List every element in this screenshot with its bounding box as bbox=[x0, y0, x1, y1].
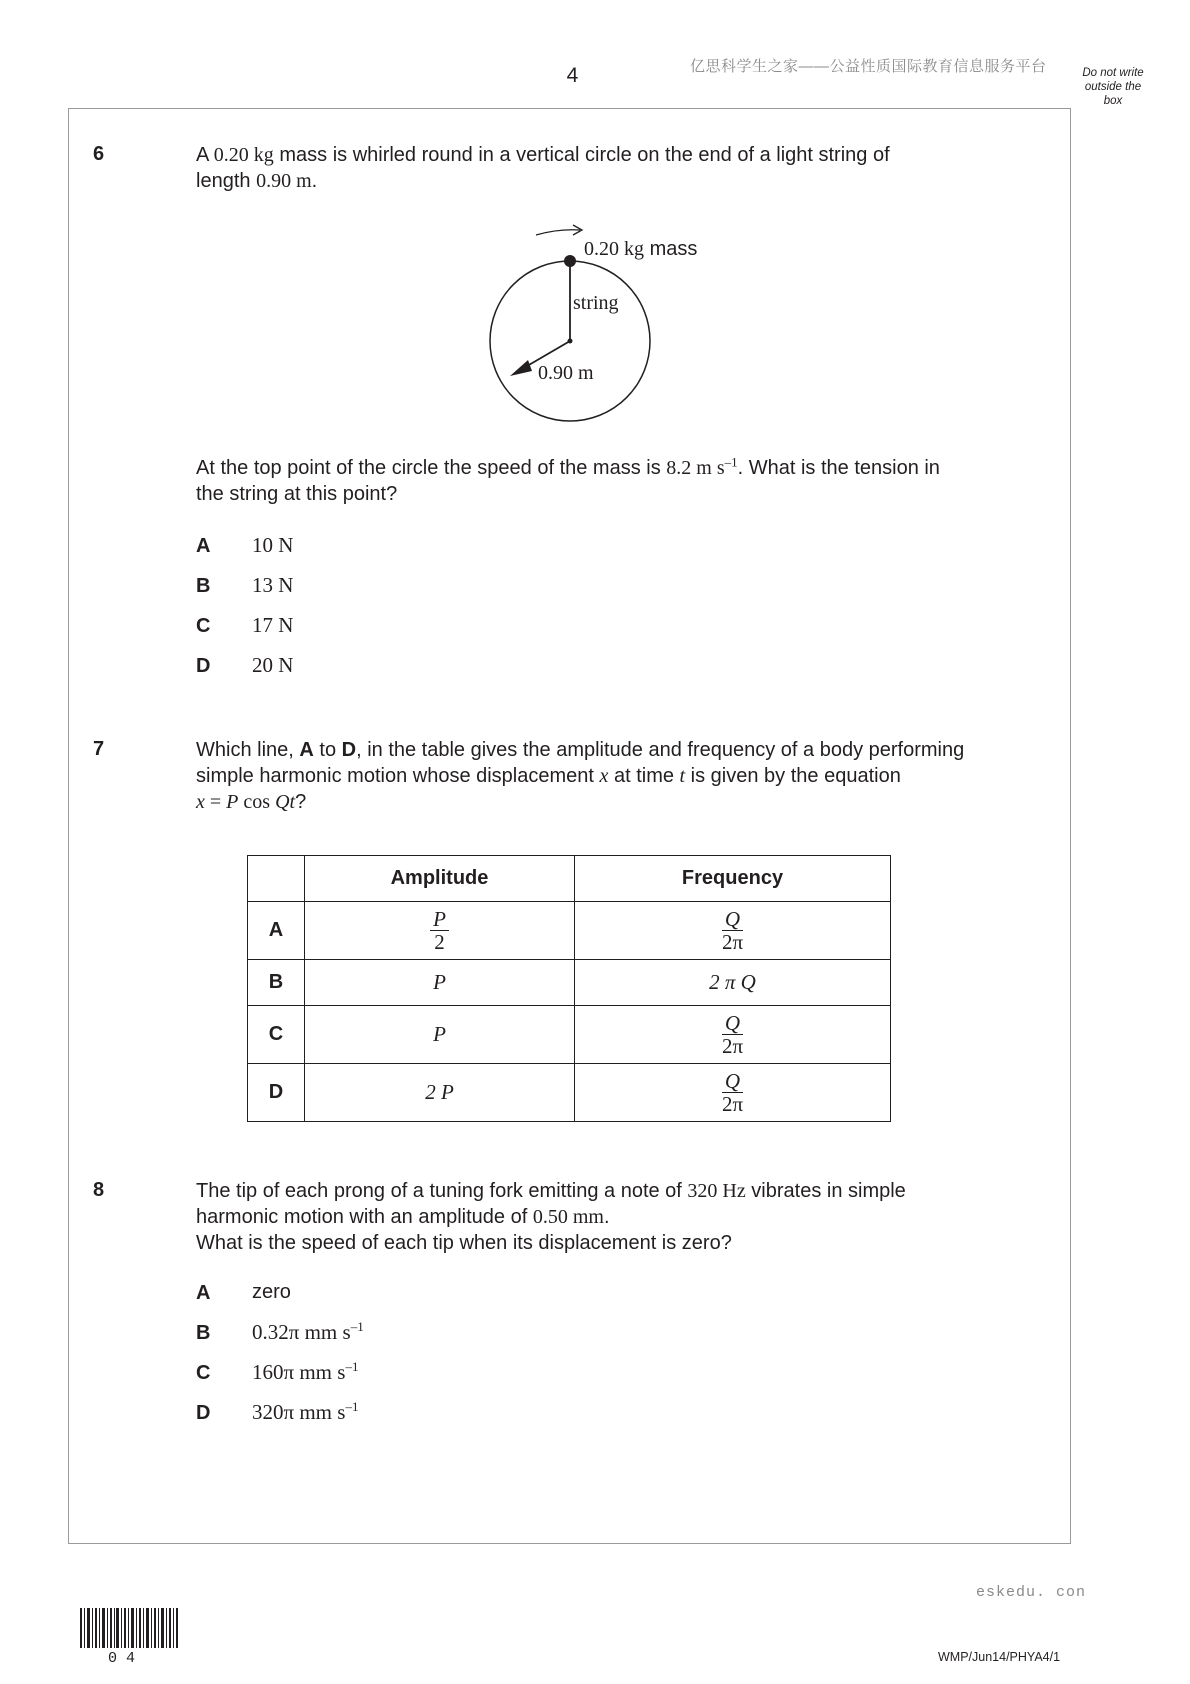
q8-option-c-value: 160π mm $s^{-1}$ bbox=[252, 1359, 359, 1384]
row-label: C bbox=[248, 1006, 305, 1064]
question-6-number: 6 bbox=[93, 143, 105, 165]
table-row bbox=[248, 1006, 891, 1064]
page-number: 4 bbox=[566, 64, 579, 87]
q6-option-d-value: 20 N bbox=[252, 653, 294, 677]
mass-label: 0.20 kg mass bbox=[584, 238, 698, 260]
q6-option-a-letter: A bbox=[196, 535, 211, 557]
q6-option-b-letter: B bbox=[196, 575, 211, 597]
question-8-text: The tip of each prong of a tuning fork emitting a note of 320 Hz vibrates in simple harmonic motion with an amplitude of 0.50 mm. What is the speed of each tip when its displacement is zero? bbox=[196, 1180, 906, 1254]
frequency-cell: $\frac{Q}{2\pi}$ bbox=[575, 1006, 891, 1064]
row-label: B bbox=[248, 960, 305, 1006]
mass-dot bbox=[564, 255, 576, 267]
q8-option-b-value: 0.32π mm $s^{-1}$ bbox=[252, 1319, 364, 1344]
margin-note bbox=[1068, 66, 1158, 108]
frequency-cell: 2 π Q bbox=[575, 960, 891, 1006]
q6-option-b-value: 13 N bbox=[252, 573, 294, 597]
q8-option-a-letter: A bbox=[196, 1282, 211, 1304]
q8-option-d-value: 320π mm $s^{-1}$ bbox=[252, 1399, 359, 1424]
table-row bbox=[248, 902, 891, 960]
question-6-prompt: At the top point of the circle the speed of the mass is 8.2 m $s^{-1}$. What is the tension in the string at this point? bbox=[196, 454, 940, 505]
question-6-text: A 0.20 kg mass is whirled round in a vertical circle on the end of a light string of length 0.90 m. bbox=[196, 144, 890, 192]
q8-option-c-letter: C bbox=[196, 1362, 211, 1384]
margin-note-line: box bbox=[1103, 95, 1123, 107]
table-header-cell: Frequency bbox=[575, 856, 891, 902]
string-label: string bbox=[573, 292, 619, 314]
question-7-text: Which line, A to D, in the table gives the amplitude and frequency of a body performing simple harmonic motion whose displacement x at time t is given by the equation x = P cos Qt? bbox=[196, 739, 965, 813]
table-header-cell: Amplitude bbox=[305, 856, 575, 902]
watermark-text: 亿思科学生之家——公益性质国际教育信息服务平台 bbox=[690, 58, 1047, 75]
amplitude-cell: $\frac{P}{2}$ bbox=[305, 902, 575, 960]
table-header-row bbox=[248, 856, 891, 902]
row-label: A bbox=[248, 902, 305, 960]
frequency-cell: $\frac{Q}{2\pi}$ bbox=[575, 902, 891, 960]
row-label: D bbox=[248, 1064, 305, 1122]
q6-option-d-letter: D bbox=[196, 655, 211, 677]
question-8-number: 8 bbox=[93, 1179, 105, 1201]
site-watermark: eskedu. con bbox=[976, 1584, 1087, 1601]
amplitude-cell: P bbox=[305, 1006, 575, 1064]
radius-label: 0.90 m bbox=[538, 362, 594, 384]
margin-note-line: Do not write bbox=[1082, 67, 1144, 79]
table-row bbox=[248, 960, 891, 1006]
amplitude-frequency-table bbox=[247, 855, 891, 1122]
amplitude-cell: P bbox=[305, 960, 575, 1006]
radius-arrowhead bbox=[510, 360, 532, 376]
q8-option-a-value: zero bbox=[252, 1281, 291, 1303]
q6-option-c-value: 17 N bbox=[252, 613, 294, 637]
table-header-cell bbox=[248, 856, 305, 902]
q6-option-c-letter: C bbox=[196, 615, 211, 637]
margin-note-line: outside the bbox=[1084, 81, 1142, 93]
table-row bbox=[248, 1064, 891, 1122]
frequency-cell: $\frac{Q}{2\pi}$ bbox=[575, 1064, 891, 1122]
q8-option-d-letter: D bbox=[196, 1402, 211, 1424]
barcode-number: 04 bbox=[108, 1650, 145, 1667]
question-7-number: 7 bbox=[93, 738, 105, 760]
q8-option-b-letter: B bbox=[196, 1322, 211, 1344]
q6-option-a-value: 10 N bbox=[252, 533, 294, 557]
barcode-image bbox=[80, 1608, 178, 1648]
paper-code: WMP/Jun14/PHYA4/1 bbox=[938, 1650, 1061, 1664]
amplitude-cell: 2 P bbox=[305, 1064, 575, 1122]
